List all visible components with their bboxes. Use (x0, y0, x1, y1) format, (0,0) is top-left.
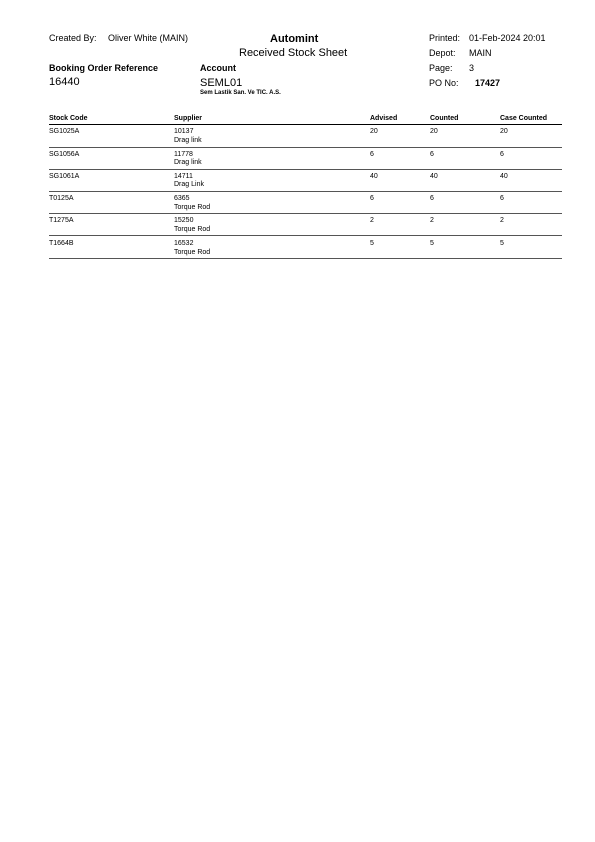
case-counted-cell: 20 (500, 128, 508, 135)
header-divider (49, 124, 562, 125)
supplier-code-cell: 15250 (174, 217, 194, 224)
case-counted-cell: 40 (500, 173, 508, 180)
counted-cell: 20 (430, 128, 438, 135)
sheet-title: Received Stock Sheet (239, 47, 348, 59)
counted-cell: 40 (430, 173, 438, 180)
stock-code-cell: T1664B (49, 240, 74, 247)
row-divider (49, 147, 562, 148)
case-counted-cell: 2 (500, 217, 504, 224)
account-name: Sem Lastik San. Ve TIC. A.S. (200, 90, 281, 96)
counted-cell: 6 (430, 195, 434, 202)
supplier-desc-cell: Torque Rod (174, 204, 211, 211)
row-divider (49, 191, 562, 192)
advised-cell: 40 (370, 173, 378, 180)
supplier-desc-cell: Torque Rod (174, 249, 211, 256)
stock-code-cell: SG1025A (49, 128, 80, 135)
counted-cell: 5 (430, 240, 434, 247)
col-header-case-counted: Case Counted (500, 115, 548, 122)
advised-cell: 5 (370, 240, 374, 247)
supplier-code-cell: 10137 (174, 128, 194, 135)
advised-cell: 6 (370, 195, 374, 202)
account-code: SEML01 (200, 77, 243, 89)
advised-cell: 20 (370, 128, 378, 135)
depot-value: MAIN (469, 48, 492, 58)
stock-code-cell: SG1061A (49, 173, 80, 180)
stock-code-cell: SG1056A (49, 151, 80, 158)
col-header-advised: Advised (370, 115, 398, 122)
supplier-code-cell: 16532 (174, 240, 194, 247)
advised-cell: 2 (370, 217, 374, 224)
po-number: 17427 (475, 78, 501, 88)
col-header-stock-code: Stock Code (49, 115, 88, 122)
case-counted-cell: 6 (500, 195, 504, 202)
row-divider (49, 258, 562, 259)
supplier-code-cell: 6365 (174, 195, 190, 202)
case-counted-cell: 5 (500, 240, 504, 247)
supplier-code-cell: 11778 (174, 151, 193, 158)
booking-ref-value: 16440 (49, 76, 80, 88)
row-divider (49, 213, 562, 214)
created-by-value: Oliver White (MAIN) (108, 33, 189, 43)
col-header-supplier: Supplier (174, 115, 203, 122)
advised-cell: 6 (370, 151, 374, 158)
booking-ref-label: Booking Order Reference (49, 63, 159, 73)
counted-cell: 2 (430, 217, 434, 224)
row-divider (49, 169, 562, 170)
counted-cell: 6 (430, 151, 434, 158)
stock-code-cell: T1275A (49, 217, 74, 224)
supplier-desc-cell: Torque Rod (174, 226, 211, 233)
account-label: Account (200, 63, 236, 73)
supplier-desc-cell: Drag link (174, 159, 202, 166)
po-label: PO No: (429, 78, 459, 88)
supplier-code-cell: 14711 (174, 173, 193, 180)
page-label: Page: (429, 63, 453, 73)
printed-label: Printed: (429, 33, 461, 43)
company-name: Automint (270, 33, 319, 45)
created-by-label: Created By: (49, 33, 97, 43)
col-header-counted: Counted (430, 115, 459, 122)
row-divider (49, 235, 562, 236)
depot-label: Depot: (429, 48, 456, 58)
printed-value: 01-Feb-2024 20:01 (469, 33, 546, 43)
supplier-desc-cell: Drag Link (174, 181, 204, 188)
supplier-desc-cell: Drag link (174, 137, 202, 144)
case-counted-cell: 6 (500, 151, 504, 158)
stock-code-cell: T0125A (49, 195, 74, 202)
page-number: 3 (469, 63, 475, 73)
